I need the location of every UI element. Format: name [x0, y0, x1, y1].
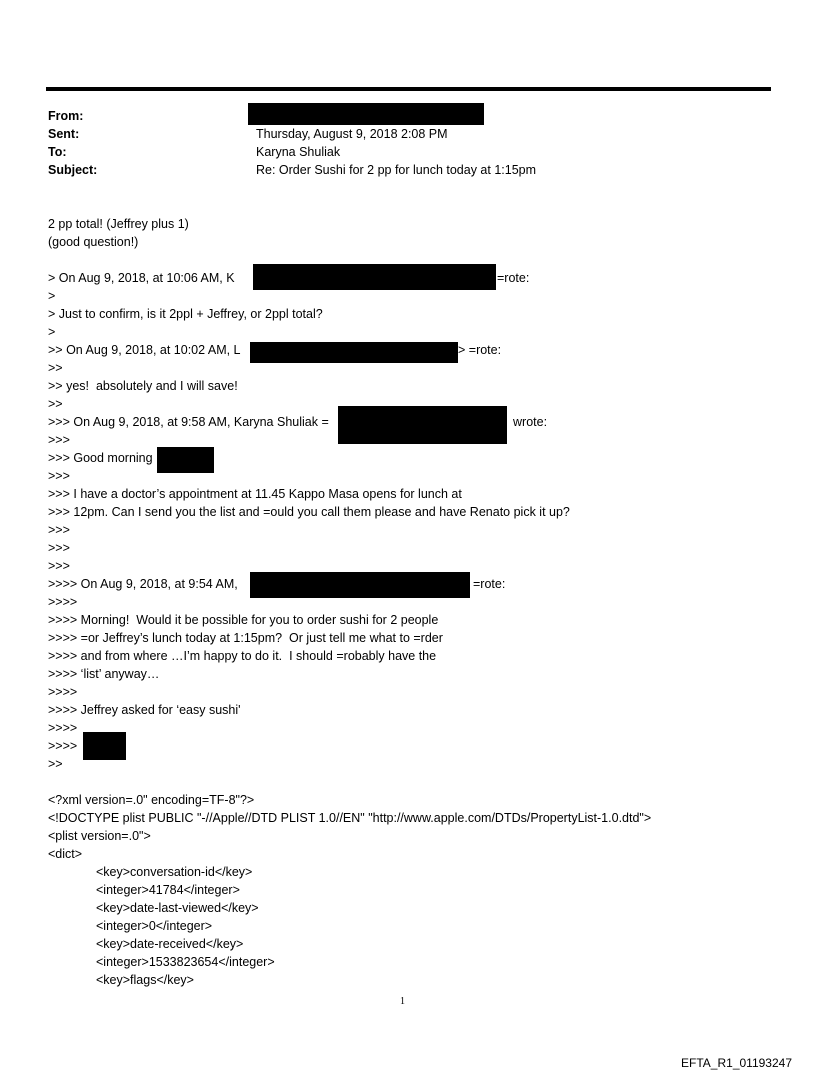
redaction-name [157, 447, 214, 473]
plist-line: <key>flags</key> [96, 973, 194, 987]
body-line: > [48, 289, 56, 303]
to-value: Karyna Shuliak [256, 145, 341, 159]
redaction-sender [253, 264, 496, 290]
to-label: To: [48, 145, 67, 159]
body-line: >> [48, 757, 63, 771]
quote-header-tail: wrote: [513, 415, 548, 429]
body-line: >>>> [48, 721, 78, 735]
plist-line: <?xml version=.0" encoding=TF-8"?> [48, 793, 255, 807]
body-line: >> [48, 361, 63, 375]
subject-value: Re: Order Sushi for 2 pp for lunch today at 1:15pm [256, 163, 537, 177]
body-line: >>> I have a doctor’s appointment at 11.45 Kappo Masa opens for lunch at [48, 487, 462, 501]
quote-header: > On Aug 9, 2018, at 10:06 AM, K [48, 271, 235, 285]
plist-line: <key>date-received</key> [96, 937, 244, 951]
quote-header-tail: > =rote: [458, 343, 502, 357]
plist-line: <key>conversation-id</key> [96, 865, 253, 879]
redaction-from [248, 103, 484, 125]
plist-line: <dict> [48, 847, 83, 861]
body-line: >>>> and from where …I’m happy to do it. I should =robably have the [48, 649, 437, 663]
header-rule [46, 87, 771, 91]
quote-header: >> On Aug 9, 2018, at 10:02 AM, L [48, 343, 241, 357]
body-line: >>> [48, 559, 70, 573]
body-line: >>>> [48, 595, 78, 609]
body-line: >>>> [48, 685, 78, 699]
quote-header: >>> On Aug 9, 2018, at 9:58 AM, Karyna Shuliak = [48, 415, 329, 429]
from-label: From: [48, 109, 84, 123]
plist-line: <!DOCTYPE plist PUBLIC "-//Apple//DTD PLIST 1.0//EN" "http://www.apple.com/DTDs/PropertyList-1.0.dtd"> [48, 811, 652, 825]
plist-line: <plist version=.0"> [48, 829, 151, 843]
body-line: >>>> [48, 739, 81, 753]
body-line: >>>> ‘list’ anyway… [48, 667, 160, 681]
body-line: >>> Good morning [48, 451, 153, 465]
redaction-signature [83, 732, 126, 760]
body-line: > [48, 325, 56, 339]
body-line: >>> [48, 523, 70, 537]
quote-header-tail: =rote: [497, 271, 530, 285]
plist-line: <integer>41784</integer> [96, 883, 240, 897]
page-number: 1 [400, 996, 405, 1007]
body-line: >>>> =or Jeffrey’s lunch today at 1:15pm? Or just tell me what to =rder [48, 631, 443, 645]
plist-line: <integer>0</integer> [96, 919, 213, 933]
redaction-sender [250, 572, 470, 598]
body-line: > Just to confirm, is it 2ppl + Jeffrey, or 2ppl total? [48, 307, 323, 321]
body-line: 2 pp total! (Jeffrey plus 1) [48, 217, 189, 231]
sent-value: Thursday, August 9, 2018 2:08 PM [256, 127, 448, 141]
redaction-email [338, 406, 507, 444]
document-id: EFTA_R1_01193247 [681, 1056, 792, 1070]
body-line: >>> [48, 469, 70, 483]
sent-label: Sent: [48, 127, 80, 141]
subject-label: Subject: [48, 163, 98, 177]
body-line: >>>> Jeffrey asked for ‘easy sushi' [48, 703, 241, 717]
body-line: >> [48, 397, 63, 411]
quote-header: >>>> On Aug 9, 2018, at 9:54 AM, [48, 577, 238, 591]
body-line: >>> 12pm. Can I send you the list and =ould you call them please and have Renato pick it up? [48, 505, 570, 519]
body-line: (good question!) [48, 235, 139, 249]
body-line: >>> [48, 433, 70, 447]
plist-line: <key>date-last-viewed</key> [96, 901, 259, 915]
redaction-sender [250, 342, 458, 363]
body-line: >>>> Morning! Would it be possible for you to order sushi for 2 people [48, 613, 439, 627]
body-line: >> yes! absolutely and I will save! [48, 379, 238, 393]
quote-header-tail: =rote: [473, 577, 506, 591]
plist-line: <integer>1533823654</integer> [96, 955, 275, 969]
body-line: >>> [48, 541, 70, 555]
